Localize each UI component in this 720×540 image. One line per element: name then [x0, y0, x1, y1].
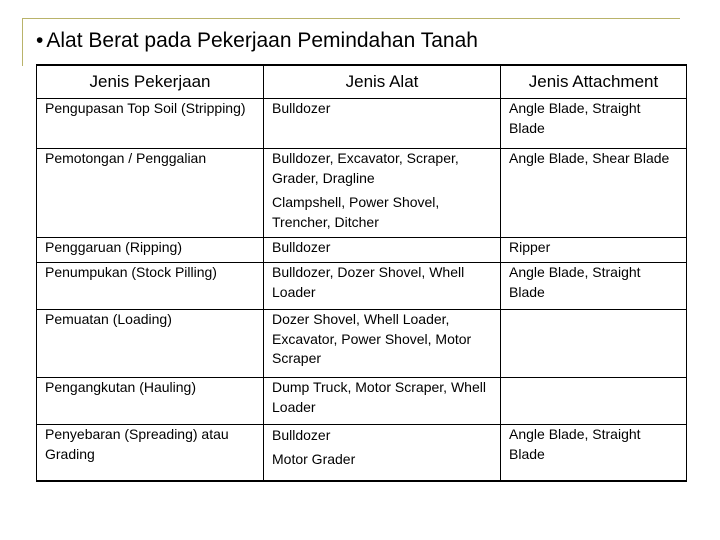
- attachment-cell: [501, 378, 687, 425]
- attachment-cell: Angle Blade, Shear Blade: [501, 149, 687, 238]
- header-jenis-alat: Jenis Alat: [264, 65, 501, 99]
- job-cell: Penumpukan (Stock Pilling): [37, 263, 264, 310]
- slide-title: [36, 29, 478, 53]
- job-cell: Pengupasan Top Soil (Stripping): [37, 99, 264, 149]
- table-row: [37, 149, 687, 238]
- table-header-row: [37, 65, 687, 99]
- tool-cell: Dump Truck, Motor Scraper, Whell Loader: [264, 378, 501, 425]
- table-row: [37, 99, 687, 149]
- job-cell: Pengangkutan (Hauling): [37, 378, 264, 425]
- title-text: Alat Berat pada Pekerjaan Pemindahan Tanah: [46, 29, 478, 52]
- tool-cell: [264, 149, 501, 238]
- tool-line-2: Motor Grader: [272, 450, 356, 467]
- attachment-cell: Angle Blade, Straight Blade: [501, 99, 687, 149]
- tool-cell: Bulldozer: [264, 99, 501, 149]
- job-cell: Penyebaran (Spreading) atau Grading: [37, 425, 264, 481]
- job-cell: Pemuatan (Loading): [37, 310, 264, 378]
- attachment-cell: Angle Blade, Straight Blade: [501, 425, 687, 481]
- tool-cell: Dozer Shovel, Whell Loader, Excavator, Power Shovel, Motor Scraper: [264, 310, 501, 378]
- table-row: [37, 310, 687, 378]
- table-row: [37, 238, 687, 263]
- tool-cell: Bulldozer: [264, 238, 501, 263]
- attachment-cell: [501, 310, 687, 378]
- job-cell: Penggaruan (Ripping): [37, 238, 264, 263]
- table-row: [37, 263, 687, 310]
- tool-cell: [264, 425, 501, 481]
- slide-frame-left-line: [22, 18, 23, 66]
- job-cell: Pemotongan / Penggalian: [37, 149, 264, 238]
- header-jenis-pekerjaan: Jenis Pekerjaan: [37, 65, 264, 99]
- tool-line-2: Clampshell, Power Shovel, Trencher, Ditcher: [272, 194, 440, 230]
- slide-frame-top-line: [22, 18, 680, 19]
- attachment-cell: Ripper: [501, 238, 687, 263]
- tool-line-1: Bulldozer: [272, 427, 331, 443]
- table-row: [37, 378, 687, 425]
- table-row: [37, 425, 687, 481]
- header-jenis-attachment: Jenis Attachment: [501, 65, 687, 99]
- title-bullet: •: [36, 29, 44, 52]
- equipment-table: [36, 64, 687, 482]
- attachment-cell: Angle Blade, Straight Blade: [501, 263, 687, 310]
- tool-cell: Bulldozer, Dozer Shovel, Whell Loader: [264, 263, 501, 310]
- tool-line-1: Bulldozer, Excavator, Scraper, Grader, Dragline: [272, 150, 459, 186]
